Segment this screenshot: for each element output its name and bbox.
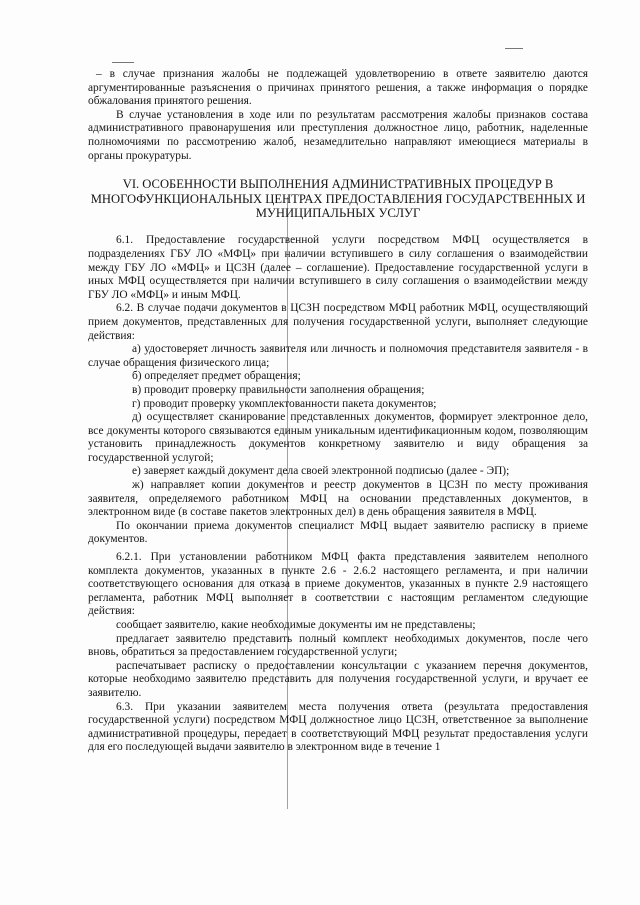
section-heading: VI. ОСОБЕННОСТИ ВЫПОЛНЕНИЯ АДМИНИСТРАТИВНЫХ ПРОЦЕДУР В МНОГОФУНКЦИОНАЛЬНЫХ ЦЕНТРАХ ПРЕДОСТАВЛЕНИЯ ГОСУДАРСТВЕННЫХ И МУНИЦИПАЛЬНЫХ УСЛУГ: [90, 177, 586, 220]
scan-speck: [505, 48, 523, 49]
list-item: предлагает заявителю представить полный комплект необходимых документов, после чего вновь, обратиться за предоставлением государственной услуги;: [88, 632, 588, 659]
scan-speck: [112, 62, 134, 63]
list-item: д) осуществляет сканирование представленных документов, формирует электронное дело, все документы которого связываются единым уникальным идентификационным кодом, позволяющим установить принадлежность документов конкретному заявителю и виду обращения за государственной услугой;: [88, 411, 588, 464]
paragraph: По окончании приема документов специалист МФЦ выдает заявителю расписку в приеме документов.: [88, 519, 588, 546]
paragraph: 6.1. Предоставление государственной услуги посредством МФЦ осуществляется в подразделениях ГБУ ЛО «МФЦ» при наличии вступившего в силу соглашения о взаимодействии между ГБУ ЛО «МФЦ» и ЦСЗН (далее – соглашение). Предоставление государственной услуги в иных МФЦ осуществляется при наличии вступившего в силу соглашения о взаимодействии между ГБУ ЛО «МФЦ» и иным МФЦ.: [88, 234, 588, 301]
list-item: г) проводит проверку укомплектованности пакета документов;: [132, 397, 437, 410]
document-body: [88, 68, 588, 755]
list-item: сообщает заявителю, какие необходимые документы им не представлены;: [116, 619, 476, 631]
list-item: б) определяет предмет обращения;: [132, 370, 301, 383]
paragraph: 6.2.1. При установлении работником МФЦ факта представления заявителем неполного комплекта документов, указанных в пункте 2.6 - 2.6.2 настоящего регламента, и при наличии соответствующего основания для отказа в приеме документов, указанных в пункте 2.9 настоящего регламента, работник МФЦ выполняет в соответствии с настоящим регламентом следующие действия:: [88, 551, 588, 618]
list-item: в) проводит проверку правильности заполнения обращения;: [132, 383, 425, 396]
list-item: е) заверяет каждый документ дела своей электронной подписью (далее - ЭП);: [132, 465, 510, 478]
paragraph: В случае установления в ходе или по результатам рассмотрения жалобы признаков состава административного правонарушения или преступления должностное лицо, работник, наделенные полномочиями по рассмотрению жалоб, незамедлительно направляют имеющиеся материалы в органы прокуратуры.: [88, 108, 588, 162]
list-item: а) удостоверяет личность заявителя или личность и полномочия представителя заявителя - в случае обращения физического лица;: [88, 343, 588, 369]
paragraph: 6.2. В случае подачи документов в ЦСЗН посредством МФЦ работник МФЦ, осуществляющий прием документов, представленных для получения государственной услуги, выполняет следующие действия:: [88, 302, 588, 342]
list-item: ж) направляет копии документов и реестр документов в ЦСЗН по месту проживания заявителя, определяемого работником МФЦ на основании представленных документов, в электронном виде (в составе пакетов электронных дел) в день обращения заявителя в МФЦ.: [88, 479, 588, 519]
list-item: распечатывает расписку о предоставлении консультации с указанием перечня документов, которые необходимо заявителю представить для получения государственной услуги, и вручает ее заявителю.: [88, 659, 588, 699]
paragraph: 6.3. При указании заявителем места получения ответа (результата предоставления государственной услуги) посредством МФЦ должностное лицо ЦСЗН, ответственное за выполнение административной процедуры, передает в соответствующий МФЦ результат предоставления услуги для его последующей выдачи заявителю в электронном виде в течение 1: [88, 700, 588, 754]
paragraph: – в случае признания жалобы не подлежащей удовлетворению в ответе заявителю даются аргументированные разъяснения о причинах принятого решения, а также информация о порядке обжалования принятого решения.: [88, 68, 588, 108]
